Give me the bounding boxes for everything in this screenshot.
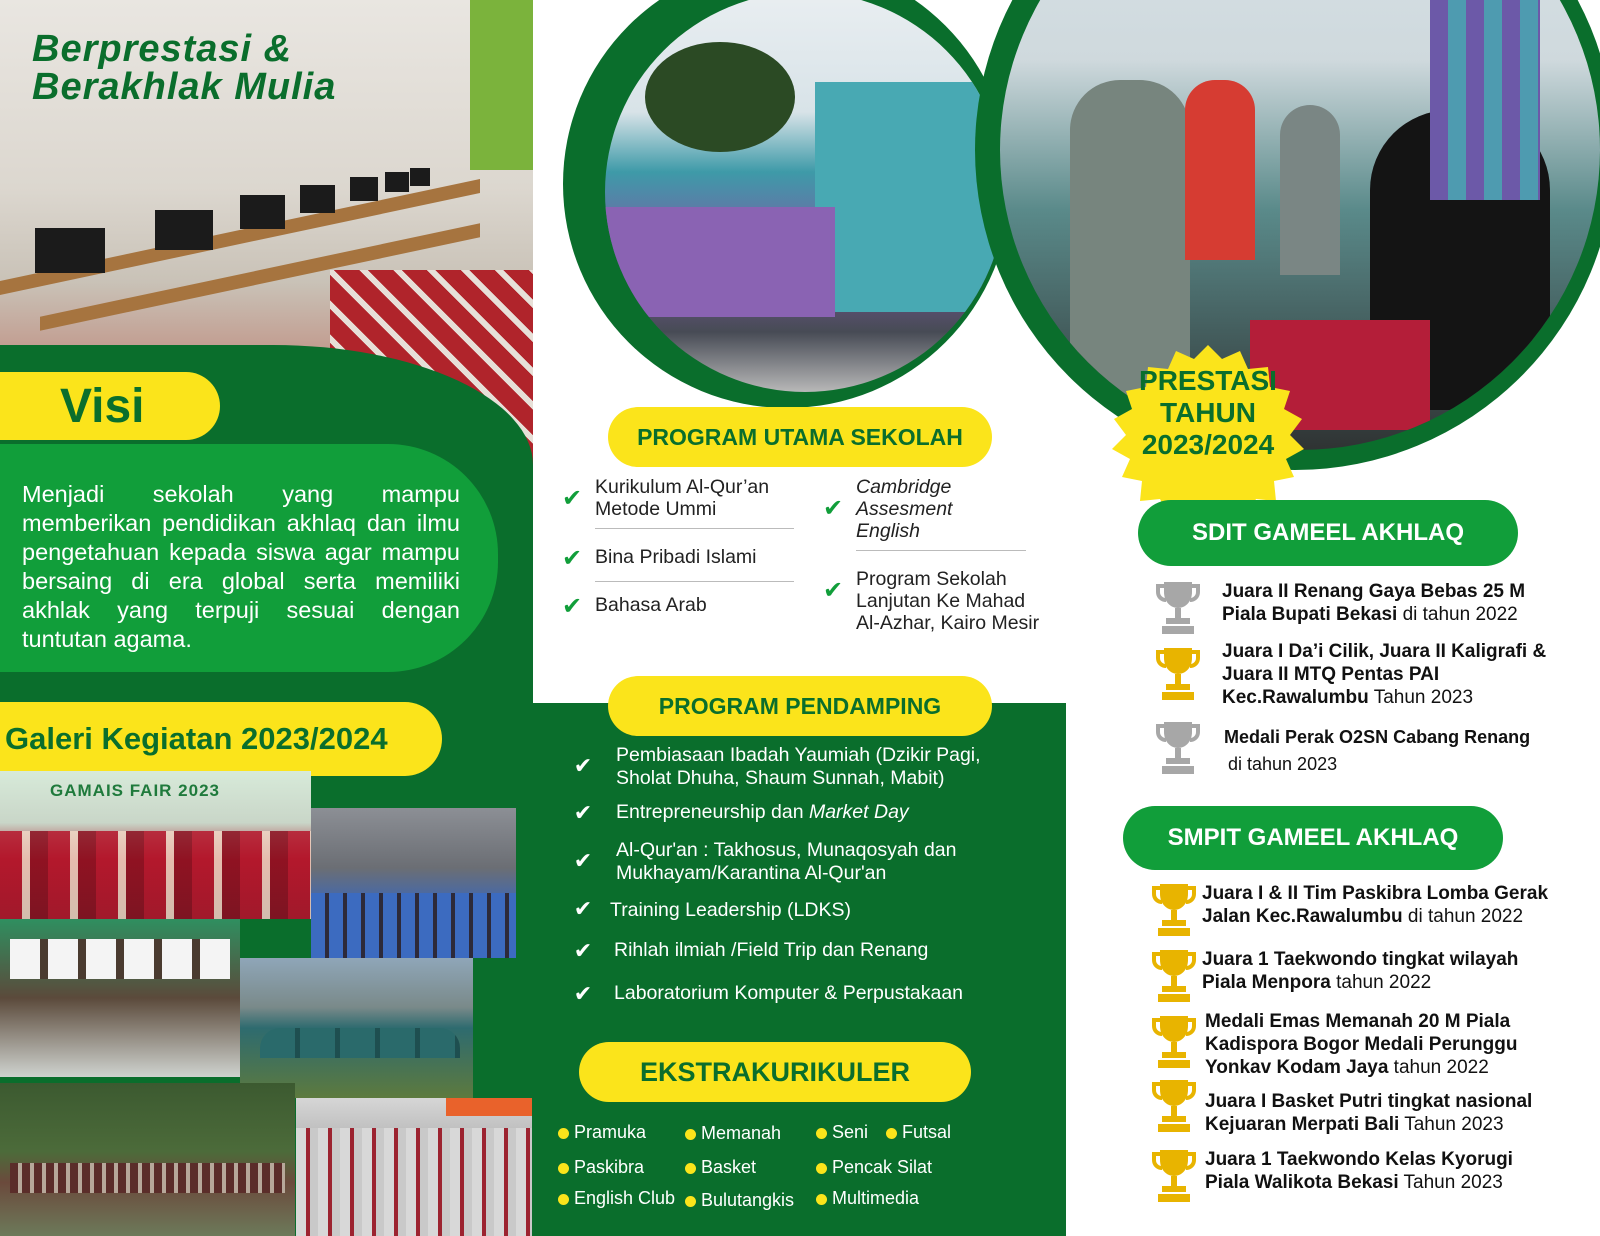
silver-trophy-icon [1156, 580, 1200, 636]
bullet-icon [685, 1196, 696, 1207]
check-icon: ✔ [573, 938, 593, 963]
program-utama-item-line: English [856, 520, 920, 542]
achievement-title: Juara 1 Taekwondo Kelas Kyorugi [1205, 1149, 1513, 1170]
gallery-photo-cooking [0, 919, 240, 1077]
program-utama-pill [608, 407, 992, 467]
program-pendamping-item [570, 801, 909, 824]
program-pendamping-item [570, 839, 956, 885]
gold-trophy-icon [1152, 1078, 1196, 1134]
gallery-photo-camping [240, 958, 473, 1098]
program-utama-item-line: Assesment [856, 498, 953, 520]
program-pendamping-item-line: Pembiasaan Ibadah Yaumiah (Dzikir Pagi, [616, 744, 981, 766]
ekstra-item-label: Futsal [902, 1122, 952, 1142]
program-pendamping-item [570, 982, 963, 1005]
bullet-icon [558, 1194, 569, 1205]
gallery-photo-ceremony [296, 1098, 532, 1236]
check-icon: ✔ [561, 545, 583, 572]
bullet-icon [816, 1128, 827, 1139]
gold-trophy-icon [1152, 948, 1196, 1004]
check-icon: ✔ [573, 981, 593, 1006]
achievement-title: Juara I Basket Putri tingkat nasional [1205, 1091, 1533, 1112]
achievement-title: Juara I & II Tim Paskibra Lomba Gerak [1202, 883, 1549, 904]
ekstra-item [816, 1122, 868, 1143]
ekstra-item-label: English Club [574, 1188, 676, 1208]
ekstra-item [558, 1188, 675, 1209]
bullet-icon [685, 1163, 696, 1174]
smpit-achievement-item [1202, 882, 1548, 928]
program-pendamping-item [570, 744, 981, 790]
ekstra-item [685, 1123, 781, 1144]
check-icon: ✔ [573, 800, 593, 825]
silver-trophy-icon [1156, 720, 1200, 776]
check-icon: ✔ [573, 753, 593, 778]
prestasi-line-1: PRESTASI [1139, 365, 1277, 396]
achievement-title: Piala Walikota Bekasi [1205, 1172, 1399, 1193]
program-utama-item [559, 593, 794, 620]
ekstra-item-label: Paskibra [574, 1157, 645, 1177]
visi-title: Visi [60, 379, 145, 433]
sdit-achievement-item [1224, 724, 1530, 778]
check-icon: ✔ [573, 896, 593, 921]
bullet-icon [886, 1128, 897, 1139]
smpit-achievement-item [1202, 948, 1518, 994]
visi-text: Menjadi sekolah yang mampu memberikan pendidikan akhlaq dan ilmu pengetahuan kepada siswa agar mampu bersaing di era global serta memiliki akhlak yang terpuji sesuai dengan tuntutan agama. [22, 481, 460, 652]
check-icon: ✔ [573, 848, 593, 873]
achievement-year: di tahun 2022 [1402, 906, 1524, 927]
prestasi-line-3: 2023/2024 [1141, 429, 1275, 460]
program-utama-item-line: Al-Azhar, Kairo Mesir [856, 612, 1040, 634]
program-pendamping-item-line: Training Leadership (LDKS) [610, 899, 851, 921]
program-pendamping-item [570, 939, 928, 962]
program-utama-item-line: Cambridge [856, 476, 952, 498]
achievement-year: Tahun 2023 [1399, 1114, 1504, 1135]
program-utama-item-line: Kurikulum Al-Qur’an [595, 476, 770, 498]
program-pendamping-item-italic: Market Day [808, 801, 909, 823]
achievement-title: Kec.Rawalumbu [1222, 687, 1369, 708]
program-utama-item-line: Program Sekolah [856, 568, 1007, 590]
achievement-title: Jalan Kec.Rawalumbu [1202, 906, 1403, 927]
sdit-title-pill [1138, 500, 1518, 566]
achievement-title: Juara 1 Taekwondo tingkat wilayah [1202, 949, 1519, 970]
ekstra-item [816, 1188, 919, 1209]
achievement-title: Juara II Renang Gaya Bebas 25 M [1222, 581, 1526, 602]
program-pendamping-item-line: Mukhayam/Karantina Al-Qur'an [616, 862, 887, 884]
visi-title-pill [0, 372, 220, 440]
program-pendamping-item-line: Rihlah ilmiah /Field Trip dan Renang [614, 939, 929, 961]
achievement-title: Medali Perak O2SN Cabang Renang [1224, 727, 1531, 747]
achievement-title: Piala Bupati Bekasi [1222, 604, 1398, 625]
program-utama-item [559, 476, 794, 529]
program-pendamping-item-line: Al-Qur'an : Takhosus, Munaqosyah dan [616, 839, 957, 861]
ekstra-item [886, 1122, 951, 1143]
check-icon: ✔ [561, 485, 583, 512]
achievement-year: tahun 2022 [1330, 972, 1432, 993]
ekstra-item-label: Pramuka [574, 1122, 647, 1142]
bullet-icon [685, 1129, 696, 1140]
gallery-photo-gamais-fair [0, 771, 311, 919]
program-utama-item [820, 568, 1060, 634]
prestasi-badge [1090, 345, 1326, 515]
ekstra-item [685, 1157, 756, 1178]
galeri-title: Galeri Kegiatan 2023/2024 [5, 721, 388, 756]
gallery-photo-rafting [311, 808, 516, 958]
program-utama-item [820, 476, 1060, 551]
ekstra-item [685, 1190, 794, 1211]
ekstra-item-label: Memanah [701, 1123, 782, 1143]
tagline-line-2: Berakhlak Mulia [32, 66, 337, 108]
galeri-title-pill [0, 702, 442, 776]
program-utama-item-line: Lanjutan Ke Mahad [856, 590, 1026, 612]
program-pendamping-pill [608, 676, 992, 736]
sdit-achievement-item [1222, 640, 1546, 709]
program-utama-item-line: Bina Pribadi Islami [595, 546, 757, 568]
achievement-year: di tahun 2022 [1397, 604, 1518, 625]
smpit-achievement-item [1205, 1090, 1532, 1136]
achievement-title: Yonkav Kodam Jaya [1205, 1057, 1389, 1078]
program-utama-item-line: Metode Ummi [595, 498, 717, 520]
achievement-title: Kejuaran Merpati Bali [1205, 1114, 1400, 1135]
gold-trophy-icon [1152, 882, 1196, 938]
smpit-title-pill [1123, 806, 1503, 870]
check-icon: ✔ [822, 577, 844, 604]
program-pendamping-item-line: Laboratorium Komputer & Perpustakaan [614, 982, 964, 1004]
bullet-icon [558, 1128, 569, 1139]
ekstra-item-label: Pencak Silat [832, 1157, 933, 1177]
gold-trophy-icon [1152, 1014, 1196, 1070]
ekstra-item-label: Bulutangkis [701, 1190, 795, 1210]
smpit-title: SMPIT GAMEEL AKHLAQ [1167, 824, 1459, 851]
achievement-title: Juara I Da’i Cilik, Juara II Kaligrafi & [1222, 641, 1547, 662]
ekstra-item-label: Seni [832, 1122, 869, 1142]
tagline [32, 30, 336, 106]
achievement-year: Tahun 2023 [1398, 1172, 1503, 1193]
bullet-icon [558, 1163, 569, 1174]
sdit-title: SDIT GAMEEL AKHLAQ [1191, 519, 1464, 546]
gold-trophy-icon [1152, 1148, 1196, 1204]
tagline-line-1: Berprestasi & [32, 28, 293, 70]
achievement-year: di tahun 2023 [1228, 754, 1338, 774]
gold-trophy-icon [1156, 646, 1200, 702]
prestasi-line-2: TAHUN [1160, 397, 1256, 428]
check-icon: ✔ [822, 495, 844, 522]
achievement-title: Piala Menpora [1202, 972, 1331, 993]
bullet-icon [816, 1163, 827, 1174]
program-pendamping-title: PROGRAM PENDAMPING [658, 692, 942, 719]
program-pendamping-item [570, 896, 851, 922]
ekstra-item-label: Basket [701, 1157, 757, 1177]
gamais-fair-banner: GAMAIS FAIR 2023 [50, 781, 220, 800]
achievement-year: tahun 2022 [1388, 1057, 1489, 1078]
achievement-title: Medali Emas Memanah 20 M Piala [1205, 1011, 1511, 1032]
visi-text-box [0, 444, 498, 672]
ekstra-item [816, 1157, 932, 1178]
program-utama-item-line: Bahasa Arab [595, 594, 707, 616]
smpit-achievement-item [1205, 1010, 1517, 1079]
program-pendamping-item-line: Entrepreneurship dan [616, 801, 809, 823]
achievement-year: Tahun 2023 [1368, 687, 1474, 708]
sdit-achievement-item [1222, 580, 1525, 626]
program-utama-title: PROGRAM UTAMA SEKOLAH [637, 423, 963, 450]
ekstra-item [558, 1157, 644, 1178]
ekstrakurikuler-pill [579, 1042, 971, 1102]
ekstrakurikuler-title: EKSTRAKURIKULER [640, 1056, 910, 1087]
check-icon: ✔ [561, 593, 583, 620]
program-utama-item [559, 546, 794, 582]
achievement-title: Juara II MTQ Pentas PAI [1222, 664, 1440, 685]
bullet-icon [816, 1194, 827, 1205]
gallery-photo-assembly [0, 1083, 295, 1236]
ekstra-item [558, 1122, 646, 1143]
smpit-achievement-item [1205, 1148, 1513, 1194]
school-building-photo [605, 0, 1005, 392]
achievement-title: Kadispora Bogor Medali Perunggu [1205, 1034, 1518, 1055]
program-pendamping-item-line: Sholat Dhuha, Shaum Sunnah, Mabit) [616, 767, 945, 789]
ekstra-item-label: Multimedia [832, 1188, 920, 1208]
